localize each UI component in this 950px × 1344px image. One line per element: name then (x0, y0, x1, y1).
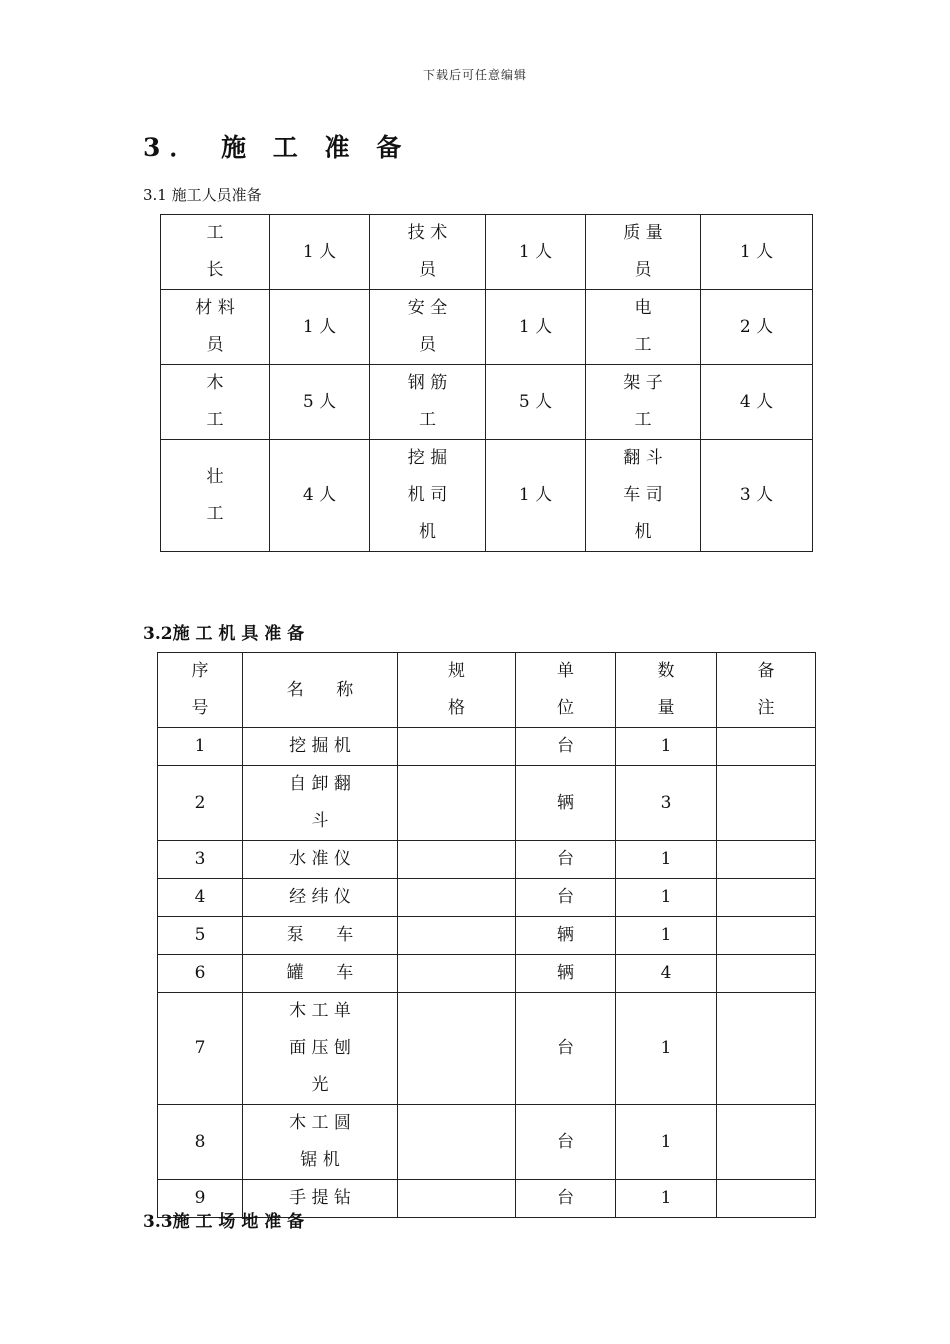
tools-cell-qty: 3 (616, 766, 717, 841)
staff-role-cell: 材 料 员 (161, 290, 270, 365)
staff-count-cell: 1 人 (486, 290, 586, 365)
tools-cell-no: 5 (158, 917, 243, 955)
tools-cell-spec (398, 993, 516, 1105)
staff-count-cell: 1 人 (486, 215, 586, 290)
tools-row (158, 728, 816, 766)
staff-role-cell: 挖 掘 机 司 机 (370, 440, 486, 552)
staff-row (161, 440, 813, 552)
tools-column-header: 备 注 (717, 653, 816, 728)
tools-column-header: 单 位 (516, 653, 616, 728)
staff-count-cell: 3 人 (701, 440, 813, 552)
staff-role-cell: 技 术 员 (370, 215, 486, 290)
staff-count-cell: 2 人 (701, 290, 813, 365)
tools-cell-unit: 辆 (516, 955, 616, 993)
tools-cell-no: 2 (158, 766, 243, 841)
tools-cell-qty: 1 (616, 841, 717, 879)
tools-cell-unit: 台 (516, 841, 616, 879)
tools-cell-spec (398, 728, 516, 766)
tools-cell-unit: 台 (516, 1105, 616, 1180)
tools-cell-spec (398, 841, 516, 879)
staff-table (160, 214, 813, 552)
staff-role-cell: 安 全 员 (370, 290, 486, 365)
staff-heading: 3.1 施工人员准备 (143, 186, 262, 204)
tools-table (157, 652, 816, 1218)
tools-cell-name: 水 准 仪 (243, 841, 398, 879)
tools-cell-qty: 1 (616, 917, 717, 955)
tools-column-header: 数 量 (616, 653, 717, 728)
staff-role-cell: 电 工 (586, 290, 701, 365)
staff-role-cell: 壮 工 (161, 440, 270, 552)
tools-heading: 3.2施 工 机 具 准 备 (143, 624, 305, 644)
tools-cell-unit: 台 (516, 1180, 616, 1218)
tools-cell-name: 木 工 圆 锯 机 (243, 1105, 398, 1180)
page-header: 下载后可任意编辑 (422, 68, 527, 82)
tools-header-row (158, 653, 816, 728)
tools-cell-name: 自 卸 翻 斗 (243, 766, 398, 841)
staff-role-cell: 工 长 (161, 215, 270, 290)
tools-column-header: 规 格 (398, 653, 516, 728)
tools-row (158, 993, 816, 1105)
tools-cell-no: 6 (158, 955, 243, 993)
tools-cell-no: 3 (158, 841, 243, 879)
tools-cell-spec (398, 1180, 516, 1218)
tools-cell-spec (398, 955, 516, 993)
staff-role-cell: 翻 斗 车 司 机 (586, 440, 701, 552)
tools-cell-unit: 台 (516, 728, 616, 766)
tools-cell-note (717, 841, 816, 879)
tools-cell-qty: 4 (616, 955, 717, 993)
staff-count-cell: 1 人 (270, 215, 370, 290)
tools-cell-qty: 1 (616, 1180, 717, 1218)
staff-count-cell: 1 人 (486, 440, 586, 552)
staff-count-cell: 4 人 (270, 440, 370, 552)
tools-cell-no: 1 (158, 728, 243, 766)
tools-cell-note (717, 1180, 816, 1218)
tools-cell-name: 经 纬 仪 (243, 879, 398, 917)
tools-cell-no: 4 (158, 879, 243, 917)
tools-row (158, 766, 816, 841)
tools-row (158, 1105, 816, 1180)
tools-cell-note (717, 879, 816, 917)
tools-row (158, 879, 816, 917)
tools-cell-qty: 1 (616, 879, 717, 917)
staff-role-cell: 架 子 工 (586, 365, 701, 440)
section-title: 3． 施 工 准 备 (143, 133, 411, 162)
tools-cell-spec (398, 917, 516, 955)
tools-cell-unit: 辆 (516, 766, 616, 841)
tools-cell-name: 手 提 钻 (243, 1180, 398, 1218)
tools-cell-note (717, 1105, 816, 1180)
tools-cell-name: 罐 车 (243, 955, 398, 993)
tools-column-header: 序 号 (158, 653, 243, 728)
staff-role-cell: 钢 筋 工 (370, 365, 486, 440)
tools-cell-qty: 1 (616, 1105, 717, 1180)
tools-cell-note (717, 993, 816, 1105)
tools-cell-name: 木 工 单 面 压 刨 光 (243, 993, 398, 1105)
tools-cell-note (717, 955, 816, 993)
tools-cell-unit: 台 (516, 993, 616, 1105)
tools-cell-name: 挖 掘 机 (243, 728, 398, 766)
staff-row (161, 215, 813, 290)
tools-cell-name: 泵 车 (243, 917, 398, 955)
tools-cell-qty: 1 (616, 993, 717, 1105)
staff-count-cell: 1 人 (701, 215, 813, 290)
tools-cell-note (717, 766, 816, 841)
tools-row (158, 841, 816, 879)
staff-count-cell: 5 人 (486, 365, 586, 440)
tools-cell-no: 9 (158, 1180, 243, 1218)
site-heading: 3.3施 工 场 地 准 备 (143, 1212, 305, 1232)
tools-cell-unit: 台 (516, 879, 616, 917)
tools-cell-spec (398, 766, 516, 841)
tools-cell-qty: 1 (616, 728, 717, 766)
staff-role-cell: 质 量 员 (586, 215, 701, 290)
staff-count-cell: 4 人 (701, 365, 813, 440)
tools-row (158, 917, 816, 955)
tools-cell-spec (398, 1105, 516, 1180)
tools-row (158, 955, 816, 993)
staff-row (161, 290, 813, 365)
tools-cell-spec (398, 879, 516, 917)
staff-count-cell: 5 人 (270, 365, 370, 440)
staff-count-cell: 1 人 (270, 290, 370, 365)
tools-cell-unit: 辆 (516, 917, 616, 955)
tools-cell-note (717, 917, 816, 955)
tools-column-header: 名 称 (243, 653, 398, 728)
tools-cell-note (717, 728, 816, 766)
staff-row (161, 365, 813, 440)
staff-role-cell: 木 工 (161, 365, 270, 440)
tools-cell-no: 7 (158, 993, 243, 1105)
tools-cell-no: 8 (158, 1105, 243, 1180)
